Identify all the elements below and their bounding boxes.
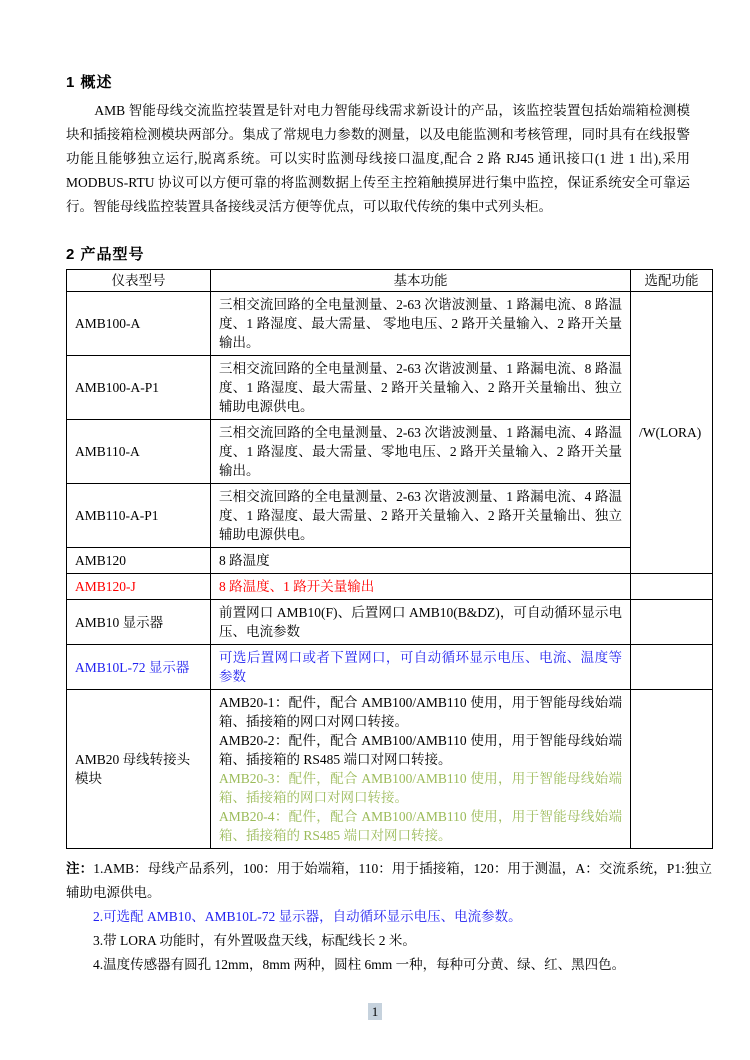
table-header-row: [67, 270, 713, 292]
table-row: [67, 356, 713, 420]
function-text: 可选后置网口或者下置网口，可自动循环显示电压、电流、温度等参数: [219, 650, 622, 684]
section-2-heading: 2 产品型号: [66, 246, 145, 263]
notes-section: [66, 857, 712, 977]
table-row: [67, 292, 713, 356]
function-text: AMB20-1：配件，配合 AMB100/AMB110 使用，用于智能母线始端箱、插接箱的网口对网口转接。: [219, 695, 622, 729]
note-item: [66, 929, 712, 953]
model-cell: AMB120-J: [67, 574, 211, 600]
page-footer: [0, 1004, 750, 1020]
section-1-heading: 1 概述: [66, 74, 113, 91]
model-cell: AMB100-A: [67, 292, 211, 356]
function-cell: [211, 600, 631, 645]
function-cell: [211, 356, 631, 420]
function-cell: [211, 574, 631, 600]
function-cell: [211, 292, 631, 356]
function-cell: [211, 548, 631, 574]
function-text: 三相交流回路的全电量测量、2-63 次谐波测量、1 路漏电流、4 路温度、1 路湿度、最大需量、零地电压、2 路开关量输入、2 路开关量输出。: [219, 425, 622, 478]
table-row: [67, 600, 713, 645]
table-row: [67, 690, 713, 849]
option-cell: [631, 600, 713, 645]
model-cell: AMB100-A-P1: [67, 356, 211, 420]
product-table-body: [67, 292, 713, 849]
function-text: AMB20-3：配件，配合 AMB100/AMB110 使用，用于智能母线始端箱、插接箱的网口对网口转接。: [219, 771, 622, 805]
table-row: [67, 484, 713, 548]
note-text: 1.AMB：母线产品系列，100：用于始端箱，110：用于插接箱，120：用于测温，A：交流系统，P1:独立辅助电源供电。: [66, 861, 713, 900]
model-cell: AMB110-A-P1: [67, 484, 211, 548]
column-header-model: 仪表型号: [67, 270, 211, 292]
note-item: [66, 857, 712, 905]
note-label: 注：: [66, 861, 94, 876]
function-text: AMB20-4：配件，配合 AMB100/AMB110 使用，用于智能母线始端箱、插接箱的 RS485 端口对网口转接。: [219, 809, 622, 843]
model-cell: AMB10 显示器: [67, 600, 211, 645]
function-text: AMB20-2：配件，配合 AMB100/AMB110 使用，用于智能母线始端箱、插接箱的 RS485 端口对网口转接。: [219, 733, 622, 767]
option-cell: [631, 690, 713, 849]
model-cell: AMB10L-72 显示器: [67, 645, 211, 690]
column-header-option: 选配功能: [631, 270, 713, 292]
note-item: [66, 953, 712, 977]
document-body: [66, 0, 712, 977]
column-header-function: 基本功能: [211, 270, 631, 292]
page-number: 1: [368, 1003, 383, 1020]
note-text: 2.可选配 AMB10、AMB10L-72 显示器，自动循环显示电压、电流参数。: [93, 909, 522, 924]
table-row: [67, 420, 713, 484]
table-row: [67, 574, 713, 600]
function-text: 三相交流回路的全电量测量、2-63 次谐波测量、1 路漏电流、4 路温度、1 路湿度、最大需量、2 路开关量输入、2 路开关量输出、独立辅助电源供电。: [219, 489, 622, 542]
function-cell: [211, 690, 631, 849]
model-cell: AMB20 母线转接头模块: [67, 690, 211, 849]
function-text: 三相交流回路的全电量测量、2-63 次谐波测量、1 路漏电流、8 路温度、1 路湿度、最大需量、 零地电压、2 路开关量输入、2 路开关量输出。: [219, 297, 622, 350]
option-cell: /W(LORA): [631, 292, 713, 574]
model-cell: AMB120: [67, 548, 211, 574]
note-text: 3.带 LORA 功能时，有外置吸盘天线，标配线长 2 米。: [93, 933, 416, 948]
note-text: 4.温度传感器有圆孔 12mm，8mm 两种，圆柱 6mm 一种，每种可分黄、绿、红、黑四色。: [93, 957, 626, 972]
function-text: 8 路温度: [219, 553, 270, 568]
function-cell: [211, 484, 631, 548]
option-cell: [631, 645, 713, 690]
table-row: [67, 548, 713, 574]
product-model-table: [66, 269, 713, 849]
function-text: 8 路温度、1 路开关量输出: [219, 579, 375, 594]
function-text: 前置网口 AMB10(F)、后置网口 AMB10(B&DZ)，可自动循环显示电压、电流参数: [219, 605, 622, 639]
model-cell: AMB110-A: [67, 420, 211, 484]
function-cell: [211, 420, 631, 484]
note-item: [66, 905, 712, 929]
function-cell: [211, 645, 631, 690]
option-cell: [631, 574, 713, 600]
overview-paragraph: AMB 智能母线交流监控装置是针对电力智能母线需求新设计的产品，该监控装置包括始端箱检测模块和插接箱检测模块两部分。集成了常规电力参数的测量，以及电能监测和考核管理，同时具有在线报警功能且能够独立运行,脱离系统。可以实时监测母线接口温度,配合 2 路 RJ45 通讯接口(1 进 1 出),采用 MODBUS-RTU 协议可以方便可靠的将监测数据上传至主控箱触摸屏进行集中监控，保证系统安全可靠运行。智能母线监控装置具备接线灵活方便等优点，可以取代传统的集中式列头柜。: [66, 103, 690, 214]
function-text: 三相交流回路的全电量测量、2-63 次谐波测量、1 路漏电流、8 路温度、1 路湿度、最大需量、2 路开关量输入、2 路开关量输出、独立辅助电源供电。: [219, 361, 622, 414]
table-row: [67, 645, 713, 690]
